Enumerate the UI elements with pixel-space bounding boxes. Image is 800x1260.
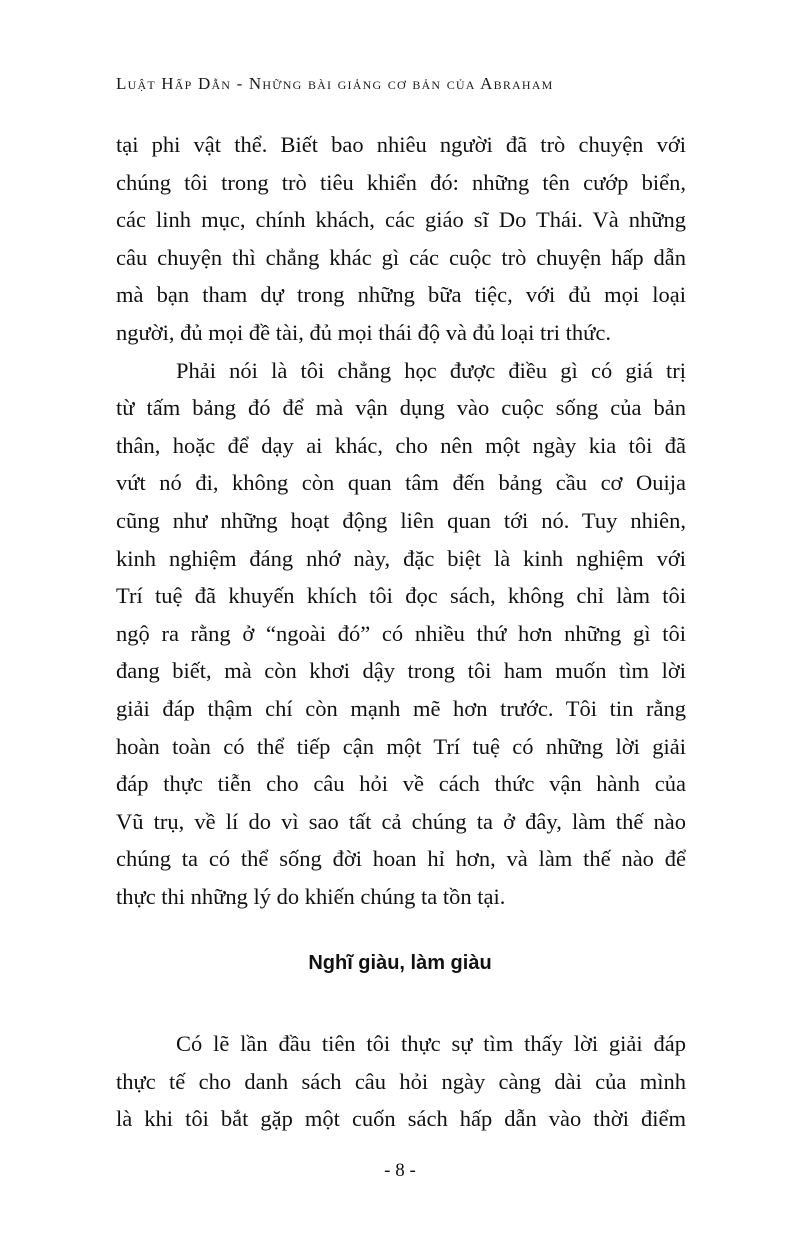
text-line: thân, hoặc để dạy ai khác, cho nên một ngày kia tôi đã (116, 432, 686, 458)
text-line: câu chuyện thì chẳng khác gì các cuộc trò chuyện hấp dẫn (116, 244, 686, 270)
text-line: tại phi vật thể. Biết bao nhiêu người đã trò chuyện với (116, 132, 686, 157)
text-line: người, đủ mọi đề tài, đủ mọi thái độ và đủ loại tri thức. (116, 319, 611, 345)
text-line: thực thi những lý do khiến chúng ta tồn tại. (116, 883, 506, 909)
text-line: Vũ trụ, về lí do vì sao tất cả chúng ta ở đây, làm thế nào (116, 808, 686, 834)
text-line: các linh mục, chính khách, các giáo sĩ Do Thái. Và những (116, 207, 686, 233)
section-body (116, 1025, 686, 1138)
text-line: hoàn toàn có thể tiếp cận một Trí tuệ có những lời giải (116, 733, 686, 759)
page-number: - 8 - (384, 1160, 416, 1181)
text-line: kinh nghiệm đáng nhớ này, đặc biệt là kinh nghiệm với (116, 545, 686, 571)
text-line: từ tấm bảng đó để mà vận dụng vào cuộc sống của bản (116, 395, 686, 421)
text-line: là khi tôi bắt gặp một cuốn sách hấp dẫn vào thời điểm (116, 1106, 686, 1132)
section-heading: Nghĩ giàu, làm giàu (308, 952, 492, 974)
text-line: đáp thực tiễn cho câu hỏi về cách thức vận hành của (116, 771, 686, 797)
text-line: thực tế cho danh sách câu hỏi ngày càng dài của mình (116, 1068, 686, 1094)
paragraph (116, 126, 686, 352)
text-line: chúng tôi trong trò tiêu khiển đó: những tên cướp biển, (116, 169, 686, 195)
text-line: mà bạn tham dự trong những bữa tiệc, với đủ mọi loại (116, 282, 686, 308)
text-line: Có lẽ lần đầu tiên tôi thực sự tìm thấy lời giải đáp (176, 1031, 686, 1056)
text-line: chúng ta có thể sống đời hoan hỉ hơn, và làm thế nào để (116, 846, 686, 872)
text-line: giải đáp thậm chí còn mạnh mẽ hơn trước. Tôi tin rằng (116, 695, 686, 721)
text-line: vứt nó đi, không còn quan tâm đến bảng cầu cơ Ouija (116, 470, 686, 496)
text-line: đang biết, mà còn khơi dậy trong tôi ham muốn tìm lời (116, 658, 686, 684)
text-line: Phải nói là tôi chẳng học được điều gì có giá trị (176, 357, 686, 383)
page-body (116, 126, 686, 915)
text-line: cũng như những hoạt động liên quan tới nó. Tuy nhiên, (116, 507, 686, 533)
text-line: ngộ ra rằng ở “ngoài đó” có nhiều thứ hơn những gì tôi (116, 620, 686, 646)
text-line: Trí tuệ đã khuyến khích tôi đọc sách, không chỉ làm tôi (116, 583, 686, 609)
paragraph (116, 352, 686, 916)
running-header: Luật Hấp Dẫn - Những bài giảng cơ bản của Abraham (116, 74, 554, 93)
